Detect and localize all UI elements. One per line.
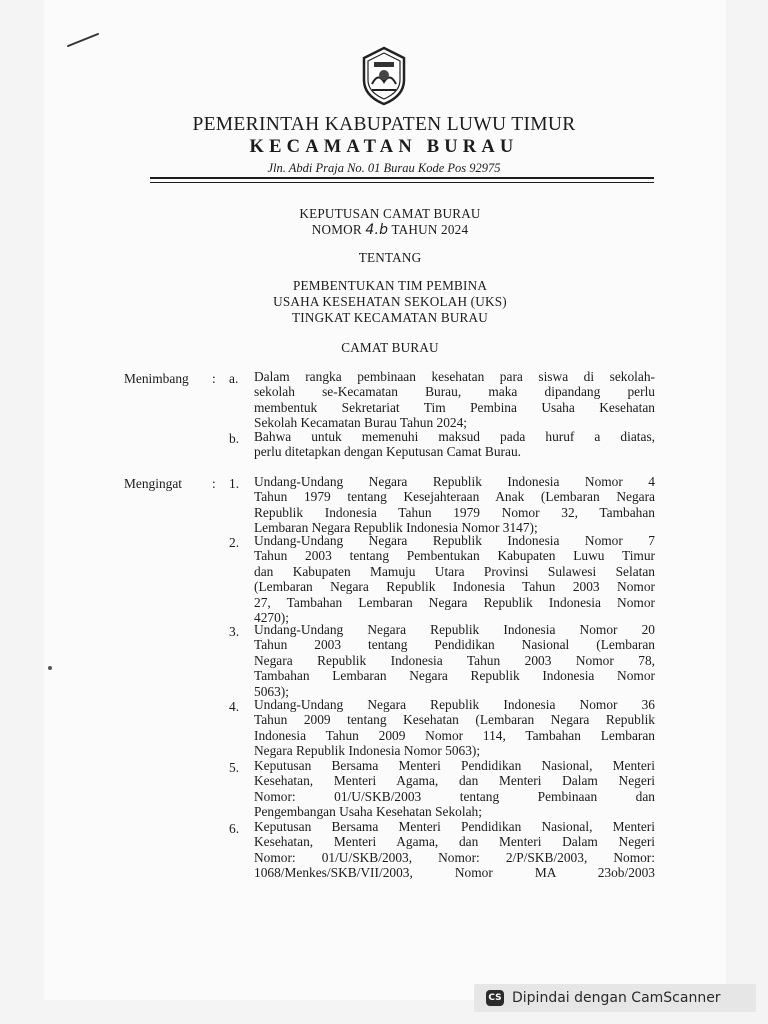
text-line: Undang-Undang Negara Republik Indonesia Nomor 20 [254, 622, 655, 637]
recalling-item-mark: 6. [229, 821, 240, 836]
recalling-item-text [254, 758, 655, 820]
text-line: Negara Republik Indonesia Nomor 5063); [254, 743, 481, 759]
text-line: Tahun 2003 tentang Pembentukan Kabupaten Luwu Timur [254, 548, 655, 564]
text-line: 1068/Menkes/SKB/VII/2003, Nomor MA 23ob/2003 [254, 865, 655, 881]
text-line: Keputusan Bersama Menteri Pendidikan Nasional, Menteri [254, 819, 655, 834]
camscanner-logo-icon: CS [486, 990, 504, 1006]
text-line: Nomor: 01/U/SKB/2003 tentang Pembinaan dan [254, 788, 655, 804]
text-line: Republik Indonesia Tahun 1979 Nomor 32, Tambahan [254, 504, 655, 520]
scan-speck [48, 666, 52, 670]
text-line: perlu ditetapkan dengan Keputusan Camat Burau. [254, 444, 521, 460]
decree-issuer: CAMAT BURAU [341, 340, 439, 355]
decree-subject-line-3: TINGKAT KECAMATAN BURAU [292, 310, 488, 325]
pen-stroke-mark [64, 28, 104, 50]
letterhead-divider-thin [150, 182, 654, 183]
text-line: 27, Tambahan Lembaran Negara Republik Indonesia Nomor [254, 594, 655, 610]
text-line: 5063); [254, 683, 289, 699]
recalling-item-mark: 1. [229, 476, 240, 491]
recalling-item-text [254, 474, 655, 536]
letterhead-divider-thick [150, 177, 654, 179]
decree-number [0, 222, 768, 238]
text-line: Nomor: 01/U/SKB/2003, Nomor: 2/P/SKB/2003, Nomor: [254, 849, 655, 865]
text-line: Keputusan Bersama Menteri Pendidikan Nasional, Menteri [254, 758, 655, 773]
camscanner-badge [474, 984, 756, 1012]
considering-item-text [254, 369, 655, 431]
text-line: Tahun 2003 tentang Pendidikan Nasional (Lembaran [254, 637, 655, 653]
recalling-colon: : [212, 476, 216, 491]
text-line: Undang-Undang Negara Republik Indonesia Nomor 36 [254, 697, 655, 712]
recalling-item-text [254, 622, 655, 699]
camscanner-label: Dipindai dengan CamScanner [512, 990, 721, 1006]
decree-about: TENTANG [358, 250, 422, 265]
text-line: Lembaran Negara Republik Indonesia Nomor 3147); [254, 520, 538, 536]
recalling-item-mark: 5. [229, 760, 240, 775]
decree-subject-line-1: PEMBENTUKAN TIM PEMBINA [292, 278, 488, 293]
decree-number-handwritten: 4.b [365, 222, 389, 238]
considering-colon: : [212, 371, 216, 386]
recalling-item-text [254, 819, 655, 881]
text-line: sekolah se-Kecamatan Burau, maka dipandang perlu [254, 384, 655, 400]
regency-emblem-icon [360, 46, 408, 106]
text-line: Dalam rangka pembinaan kesehatan para siswa di sekolah- [254, 369, 655, 384]
text-line: Negara Republik Indonesia Tahun 2003 Nomor 78, [254, 652, 655, 668]
text-line: Kesehatan, Menteri Agama, dan Menteri Dalam Negeri [254, 834, 655, 850]
recalling-item-mark: 4. [229, 699, 240, 714]
text-line: Bahwa untuk memenuhi maksud pada huruf a diatas, [254, 429, 655, 444]
recalling-label: Mengingat [124, 476, 183, 491]
text-line: Undang-Undang Negara Republik Indonesia Nomor 7 [254, 533, 655, 548]
recalling-item-mark: 3. [229, 624, 240, 639]
letterhead-district: KECAMATAN BURAU [249, 137, 519, 157]
considering-label: Menimbang [124, 371, 189, 386]
text-line: Tambahan Lembaran Negara Republik Indonesia Nomor [254, 668, 655, 684]
text-line: Sekolah Kecamatan Burau Tahun 2024; [254, 415, 468, 431]
text-line: Indonesia Tahun 2009 Nomor 114, Tambahan Lembaran [254, 727, 655, 743]
letterhead-government: PEMERINTAH KABUPATEN LUWU TIMUR [192, 114, 576, 135]
text-line: Pengembangan Usaha Kesehatan Sekolah; [254, 804, 482, 820]
recalling-item-text [254, 697, 655, 759]
text-line: Tahun 1979 tentang Kesejahteraan Anak (Lembaran Negara [254, 489, 655, 505]
decree-number-prefix: NOMOR [311, 222, 362, 237]
letterhead-address: Jln. Abdi Praja No. 01 Burau Kode Pos 92975 [267, 161, 501, 175]
considering-item-mark: b. [229, 431, 240, 446]
text-line: Kesehatan, Menteri Agama, dan Menteri Dalam Negeri [254, 773, 655, 789]
considering-item-mark: a. [229, 371, 239, 386]
text-line: Tahun 2009 tentang Kesehatan (Lembaran Negara Republik [254, 712, 655, 728]
text-line: Undang-Undang Negara Republik Indonesia Nomor 4 [254, 474, 655, 489]
decree-number-suffix: TAHUN 2024 [391, 222, 469, 237]
recalling-item-mark: 2. [229, 535, 240, 550]
considering-item-text [254, 429, 655, 460]
recalling-item-text [254, 533, 655, 625]
text-line: membentuk Sekretariat Tim Pembina Usaha Kesehatan [254, 399, 655, 415]
text-line: (Lembaran Negara Republik Indonesia Tahun 2003 Nomor [254, 579, 655, 595]
decree-subject-line-2: USAHA KESEHATAN SEKOLAH (UKS) [273, 294, 507, 309]
text-line: dan Kabupaten Mamuju Utara Provinsi Sulawesi Selatan [254, 563, 655, 579]
decree-title: KEPUTUSAN CAMAT BURAU [299, 206, 481, 221]
text-line: 4270); [254, 610, 289, 626]
